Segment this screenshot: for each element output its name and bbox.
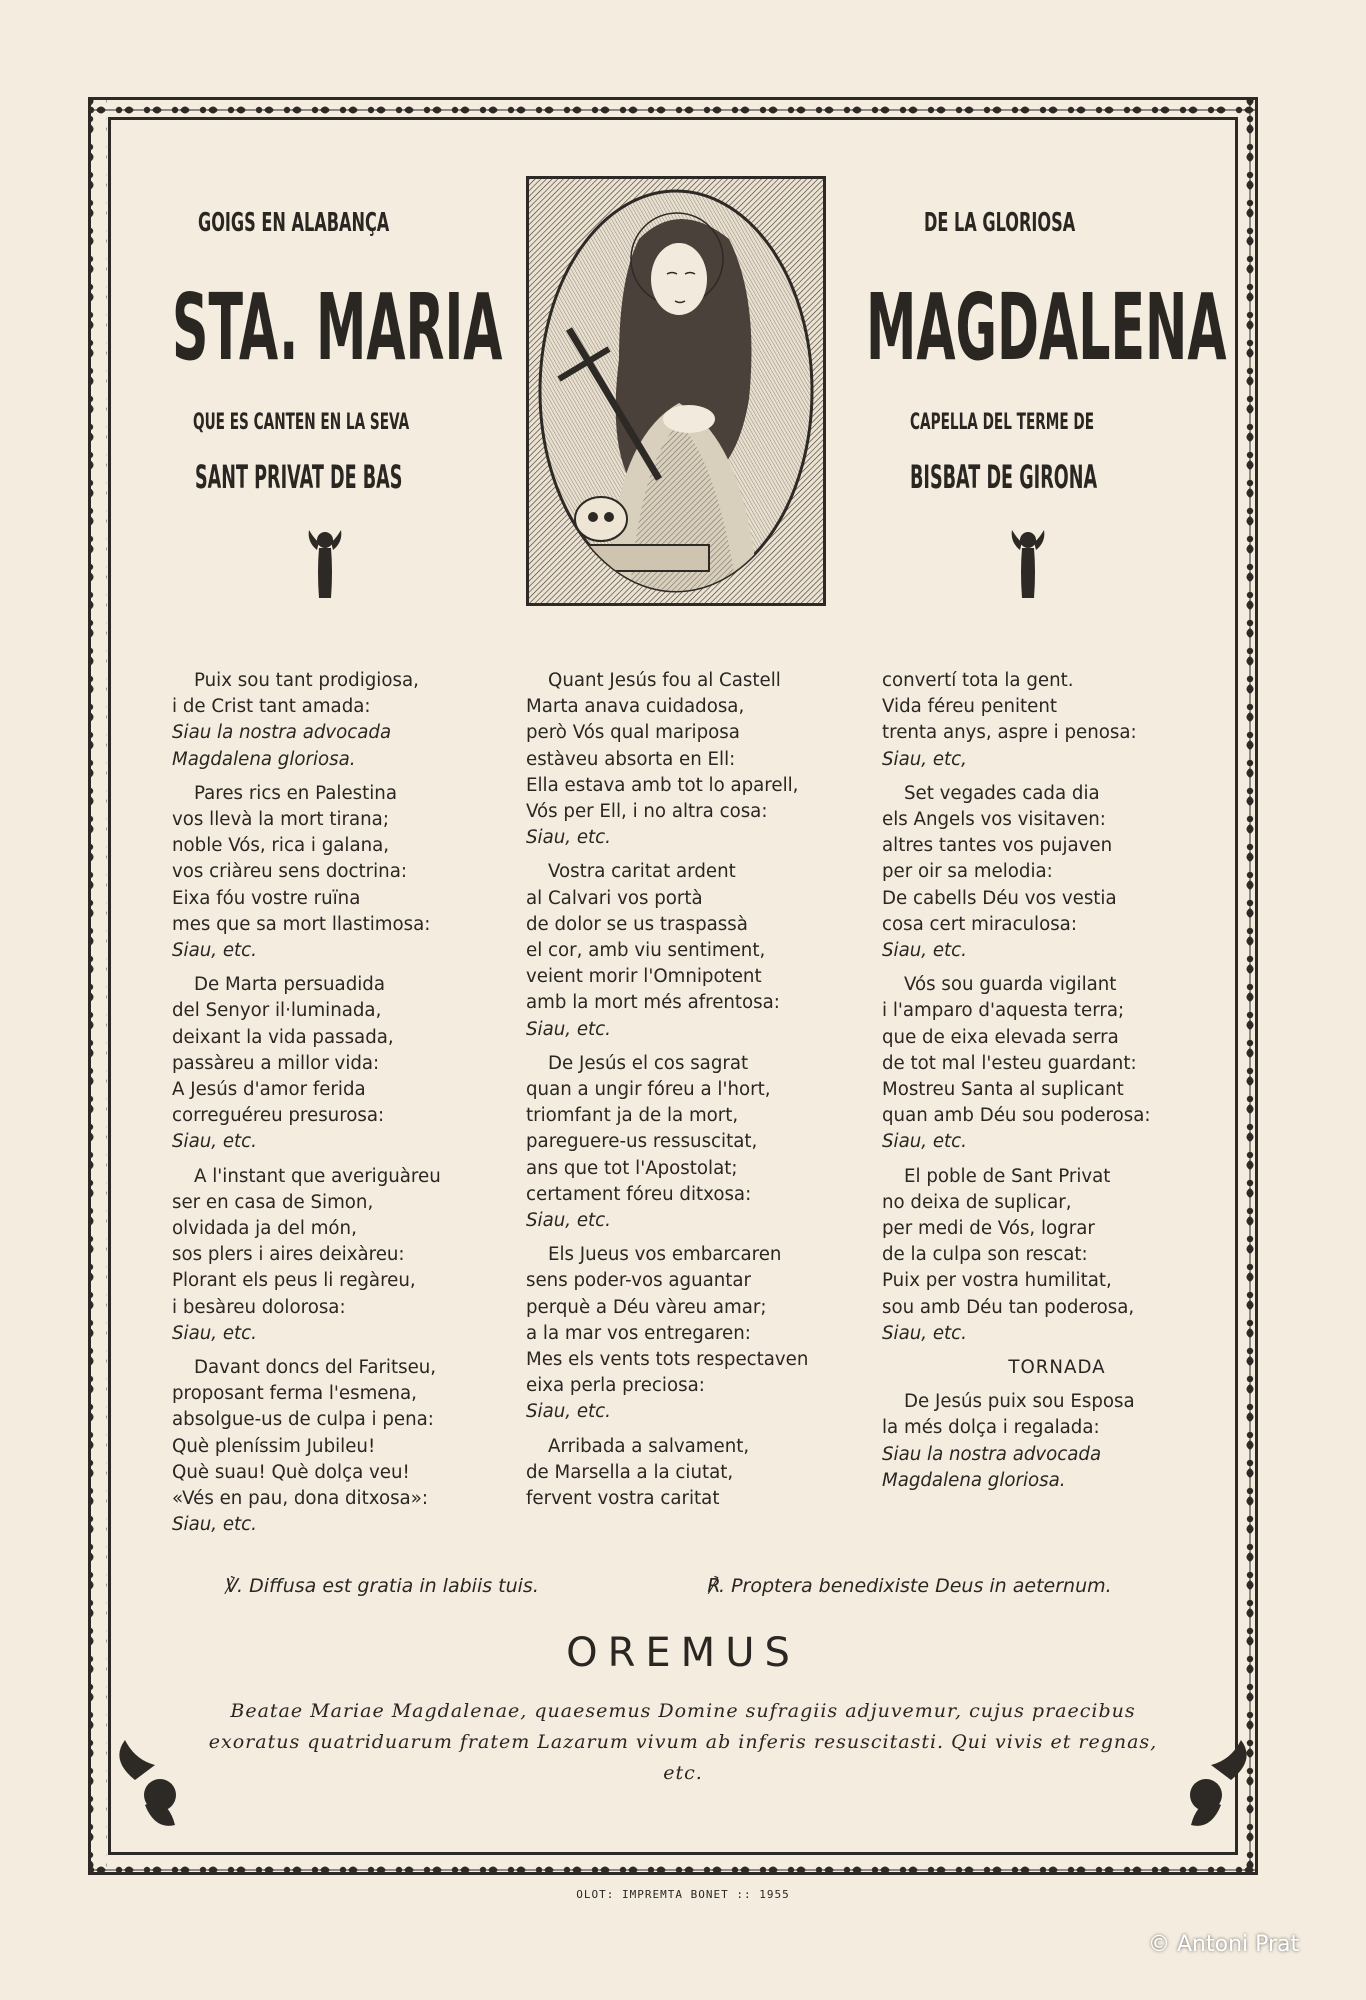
verse-line: pareguere-us ressuscitat,: [526, 1131, 758, 1153]
verse-line: de tot mal l'esteu guardant:: [882, 1052, 1137, 1074]
versicle-right: ℟. Proptera benedixiste Deus in aeternum.: [706, 1575, 1112, 1597]
verse-line: olvidada ja del món,: [172, 1218, 357, 1240]
verse-line: Plorant els peus li regàreu,: [172, 1270, 416, 1292]
header-left-top: GOIGS EN ALABANÇA: [198, 208, 390, 238]
angel-right-icon: [1008, 524, 1048, 608]
verse-line: de la culpa son rescat:: [882, 1244, 1088, 1266]
verse-line: Siau la nostra advocada: [882, 1443, 1102, 1465]
header-right-line2: BISBAT DE GIRONA: [910, 458, 1098, 496]
verse-line: i besàreu dolorosa:: [172, 1296, 346, 1318]
verse-line: Magdalena gloriosa.: [172, 748, 356, 770]
verse-line: Arribada a salvament,: [548, 1435, 750, 1457]
stanza-gap: [172, 1156, 522, 1164]
verse-line: Mostreu Santa al suplicant: [882, 1079, 1124, 1101]
stanza-gap: [882, 773, 1232, 781]
verse-line: altres tantes vos pujaven: [882, 835, 1113, 857]
verse-line: mes que sa mort llastimosa:: [172, 913, 431, 935]
stanza-gap: [882, 1156, 1232, 1164]
verse-line: Siau, etc,: [882, 748, 967, 770]
tornada-heading: TORNADA: [1008, 1357, 1106, 1379]
verse-line: trenta anys, aspre i penosa:: [882, 722, 1137, 744]
printer-imprint: OLOT: IMPREMTA BONET :: 1955: [576, 1888, 790, 1901]
verse-line: vos llevà la mort tirana;: [172, 809, 389, 831]
header-left-line2: SANT PRIVAT DE BAS: [195, 458, 403, 496]
verse-line: noble Vós, rica i galana,: [172, 835, 390, 857]
stanza-gap: [882, 1347, 1232, 1355]
verse-line: Vós sou guarda vigilant: [904, 974, 1117, 996]
verse-line: absolgue-us de culpa i pena:: [172, 1409, 434, 1431]
verse-line: proposant ferma l'esmena,: [172, 1383, 417, 1405]
stanza-gap: [882, 964, 1232, 972]
verse-line: Siau, etc.: [172, 940, 257, 962]
verse-line: vos criàreu sens doctrina:: [172, 861, 407, 883]
verse-line: certament fóreu ditxosa:: [526, 1183, 752, 1205]
verse-line: estàveu absorta en Ell:: [526, 748, 736, 770]
verse-line: cosa cert miraculosa:: [882, 913, 1077, 935]
verse-line: Vós per Ell, i no altra cosa:: [526, 801, 768, 823]
verse-line: que de eixa elevada serra: [882, 1026, 1119, 1048]
verse-line: Siau, etc.: [526, 1401, 611, 1423]
verse-line: perquè a Déu vàreu amar;: [526, 1296, 767, 1318]
verse-column-3: [882, 668, 1232, 1494]
verse-line: Eixa fóu vostre ruïna: [172, 887, 361, 909]
verse-line: sos plers i aires deixàreu:: [172, 1244, 405, 1266]
verse-line: Magdalena gloriosa.: [882, 1469, 1066, 1491]
verse-line: Set vegades cada dia: [904, 782, 1100, 804]
verse-line: a la mar vos entregaren:: [526, 1322, 751, 1344]
verse-line: Siau la nostra advocada: [172, 722, 392, 744]
verse-line: De cabells Déu vos vestia: [882, 887, 1117, 909]
verse-line: Ella estava amb tot lo aparell,: [526, 774, 799, 796]
verse-line: triomfant ja de la mort,: [526, 1105, 739, 1127]
stanza-gap: [882, 1381, 1232, 1389]
verse-line: quan amb Déu sou poderosa:: [882, 1105, 1151, 1127]
verse-line: «Vés en pau, dona ditxosa»:: [172, 1488, 428, 1510]
verse-line: sou amb Déu tan poderosa,: [882, 1296, 1135, 1318]
verse-line: Vostra caritat ardent: [548, 861, 736, 883]
verse-line: De Marta persuadida: [194, 974, 385, 996]
verse-line: ser en casa de Simon,: [172, 1191, 374, 1213]
stanza-gap: [172, 773, 522, 781]
verse-line: Puix sou tant prodigiosa,: [194, 670, 419, 691]
verse-line: convertí tota la gent.: [882, 670, 1074, 691]
verse-line: Siau, etc.: [882, 1131, 967, 1153]
stanza-gap: [172, 964, 522, 972]
verse-line: Siau, etc.: [526, 1210, 611, 1232]
verse-line: i de Crist tant amada:: [172, 696, 371, 718]
verse-line: no deixa de suplicar,: [882, 1191, 1072, 1213]
stanza-gap: [526, 1426, 876, 1434]
verse-column-1: [172, 668, 522, 1539]
oremus-heading: OREMUS: [566, 1630, 800, 1676]
verse-line: Davant doncs del Faritseu,: [194, 1357, 437, 1379]
prayer-text: Beatae Mariae Magdalenae, quaesemus Domine sufragiis adjuvemur, cujus praecibus exoratus quatriduarum fratem Lazarum vivum ab inferis resuscitasti. Qui vivis et regnas, etc.: [208, 1700, 1158, 1784]
verse-column-2: [526, 668, 876, 1512]
verse-line: de Marsella a la ciutat,: [526, 1461, 734, 1483]
header-right-line1: CAPELLA DEL TERME DE: [910, 410, 1095, 435]
verse-line: veient morir l'Omnipotent: [526, 966, 762, 988]
verse-line: De Jesús el cos sagrat: [548, 1052, 749, 1074]
saint-portrait-engraving: [526, 176, 826, 606]
verse-line: ans que tot l'Apostolat;: [526, 1157, 738, 1179]
verse-line: eixa perla preciosa:: [526, 1375, 705, 1397]
verse-line: Els Jueus vos embarcaren: [548, 1244, 782, 1266]
header-left-title: STA. MARIA: [172, 274, 503, 381]
copyright-watermark: © Antoni Prat: [1148, 1932, 1300, 1957]
verse-line: el cor, amb viu sentiment,: [526, 940, 766, 962]
verse-line: la més dolça i regalada:: [882, 1417, 1100, 1439]
verse-line: passàreu a millor vida:: [172, 1052, 380, 1074]
verse-line: deixant la vida passada,: [172, 1026, 394, 1048]
verse-line: sens poder-vos aguantar: [526, 1270, 752, 1292]
verse-line: però Vós qual mariposa: [526, 722, 740, 744]
verse-line: Siau, etc.: [172, 1322, 257, 1344]
versicle-left: ℣. Diffusa est gratia in labiis tuis.: [224, 1575, 539, 1597]
verse-line: fervent vostra caritat: [526, 1488, 720, 1510]
verse-line: Què pleníssim Jubileu!: [172, 1435, 376, 1457]
stanza-gap: [526, 851, 876, 859]
verse-line: Vida féreu penitent: [882, 696, 1058, 718]
verse-line: els Angels vos visitaven:: [882, 809, 1106, 831]
verse-line: Siau, etc.: [882, 1322, 967, 1344]
header-left-line1: QUE ES CANTEN EN LA SEVA: [193, 410, 410, 435]
verse-line: Puix per vostra humilitat,: [882, 1270, 1112, 1292]
verse-line: Siau, etc.: [882, 940, 967, 962]
verse-line: Siau, etc.: [526, 827, 611, 849]
verse-line: A Jesús d'amor ferida: [172, 1079, 366, 1101]
verse-line: correguéreu presurosa:: [172, 1105, 385, 1127]
verse-line: Marta anava cuidadosa,: [526, 696, 745, 718]
verse-line: de dolor se us traspassà: [526, 913, 748, 935]
verse-line: Siau, etc.: [526, 1018, 611, 1040]
verse-line: Mes els vents tots respectaven: [526, 1349, 809, 1371]
angel-left-icon: [305, 524, 345, 608]
verse-line: i l'amparo d'aquesta terra;: [882, 1000, 1125, 1022]
verse-line: A l'instant que averiguàreu: [194, 1165, 441, 1187]
verse-line: al Calvari vos portà: [526, 887, 703, 909]
verse-line: amb la mort més afrentosa:: [526, 992, 780, 1014]
stanza-gap: [526, 1234, 876, 1242]
verse-line: Siau, etc.: [172, 1514, 257, 1536]
verse-line: Siau, etc.: [172, 1131, 257, 1153]
verse-line: per oir sa melodia:: [882, 861, 1053, 883]
verse-line: Pares rics en Palestina: [194, 782, 397, 804]
verse-line: del Senyor il·luminada,: [172, 1000, 382, 1022]
verse-line: El poble de Sant Privat: [904, 1165, 1111, 1187]
header-right-top: DE LA GLORIOSA: [924, 208, 1076, 238]
verse-line: Què suau! Què dolça veu!: [172, 1461, 410, 1483]
verse-line: per medi de Vós, lograr: [882, 1218, 1095, 1240]
stanza-gap: [172, 1347, 522, 1355]
verse-line: quan a ungir fóreu a l'hort,: [526, 1079, 771, 1101]
stanza-gap: [526, 1043, 876, 1051]
verse-line: De Jesús puix sou Esposa: [904, 1391, 1135, 1413]
header-right-title: MAGDALENA: [866, 274, 1227, 381]
verse-line: Quant Jesús fou al Castell: [548, 670, 781, 691]
